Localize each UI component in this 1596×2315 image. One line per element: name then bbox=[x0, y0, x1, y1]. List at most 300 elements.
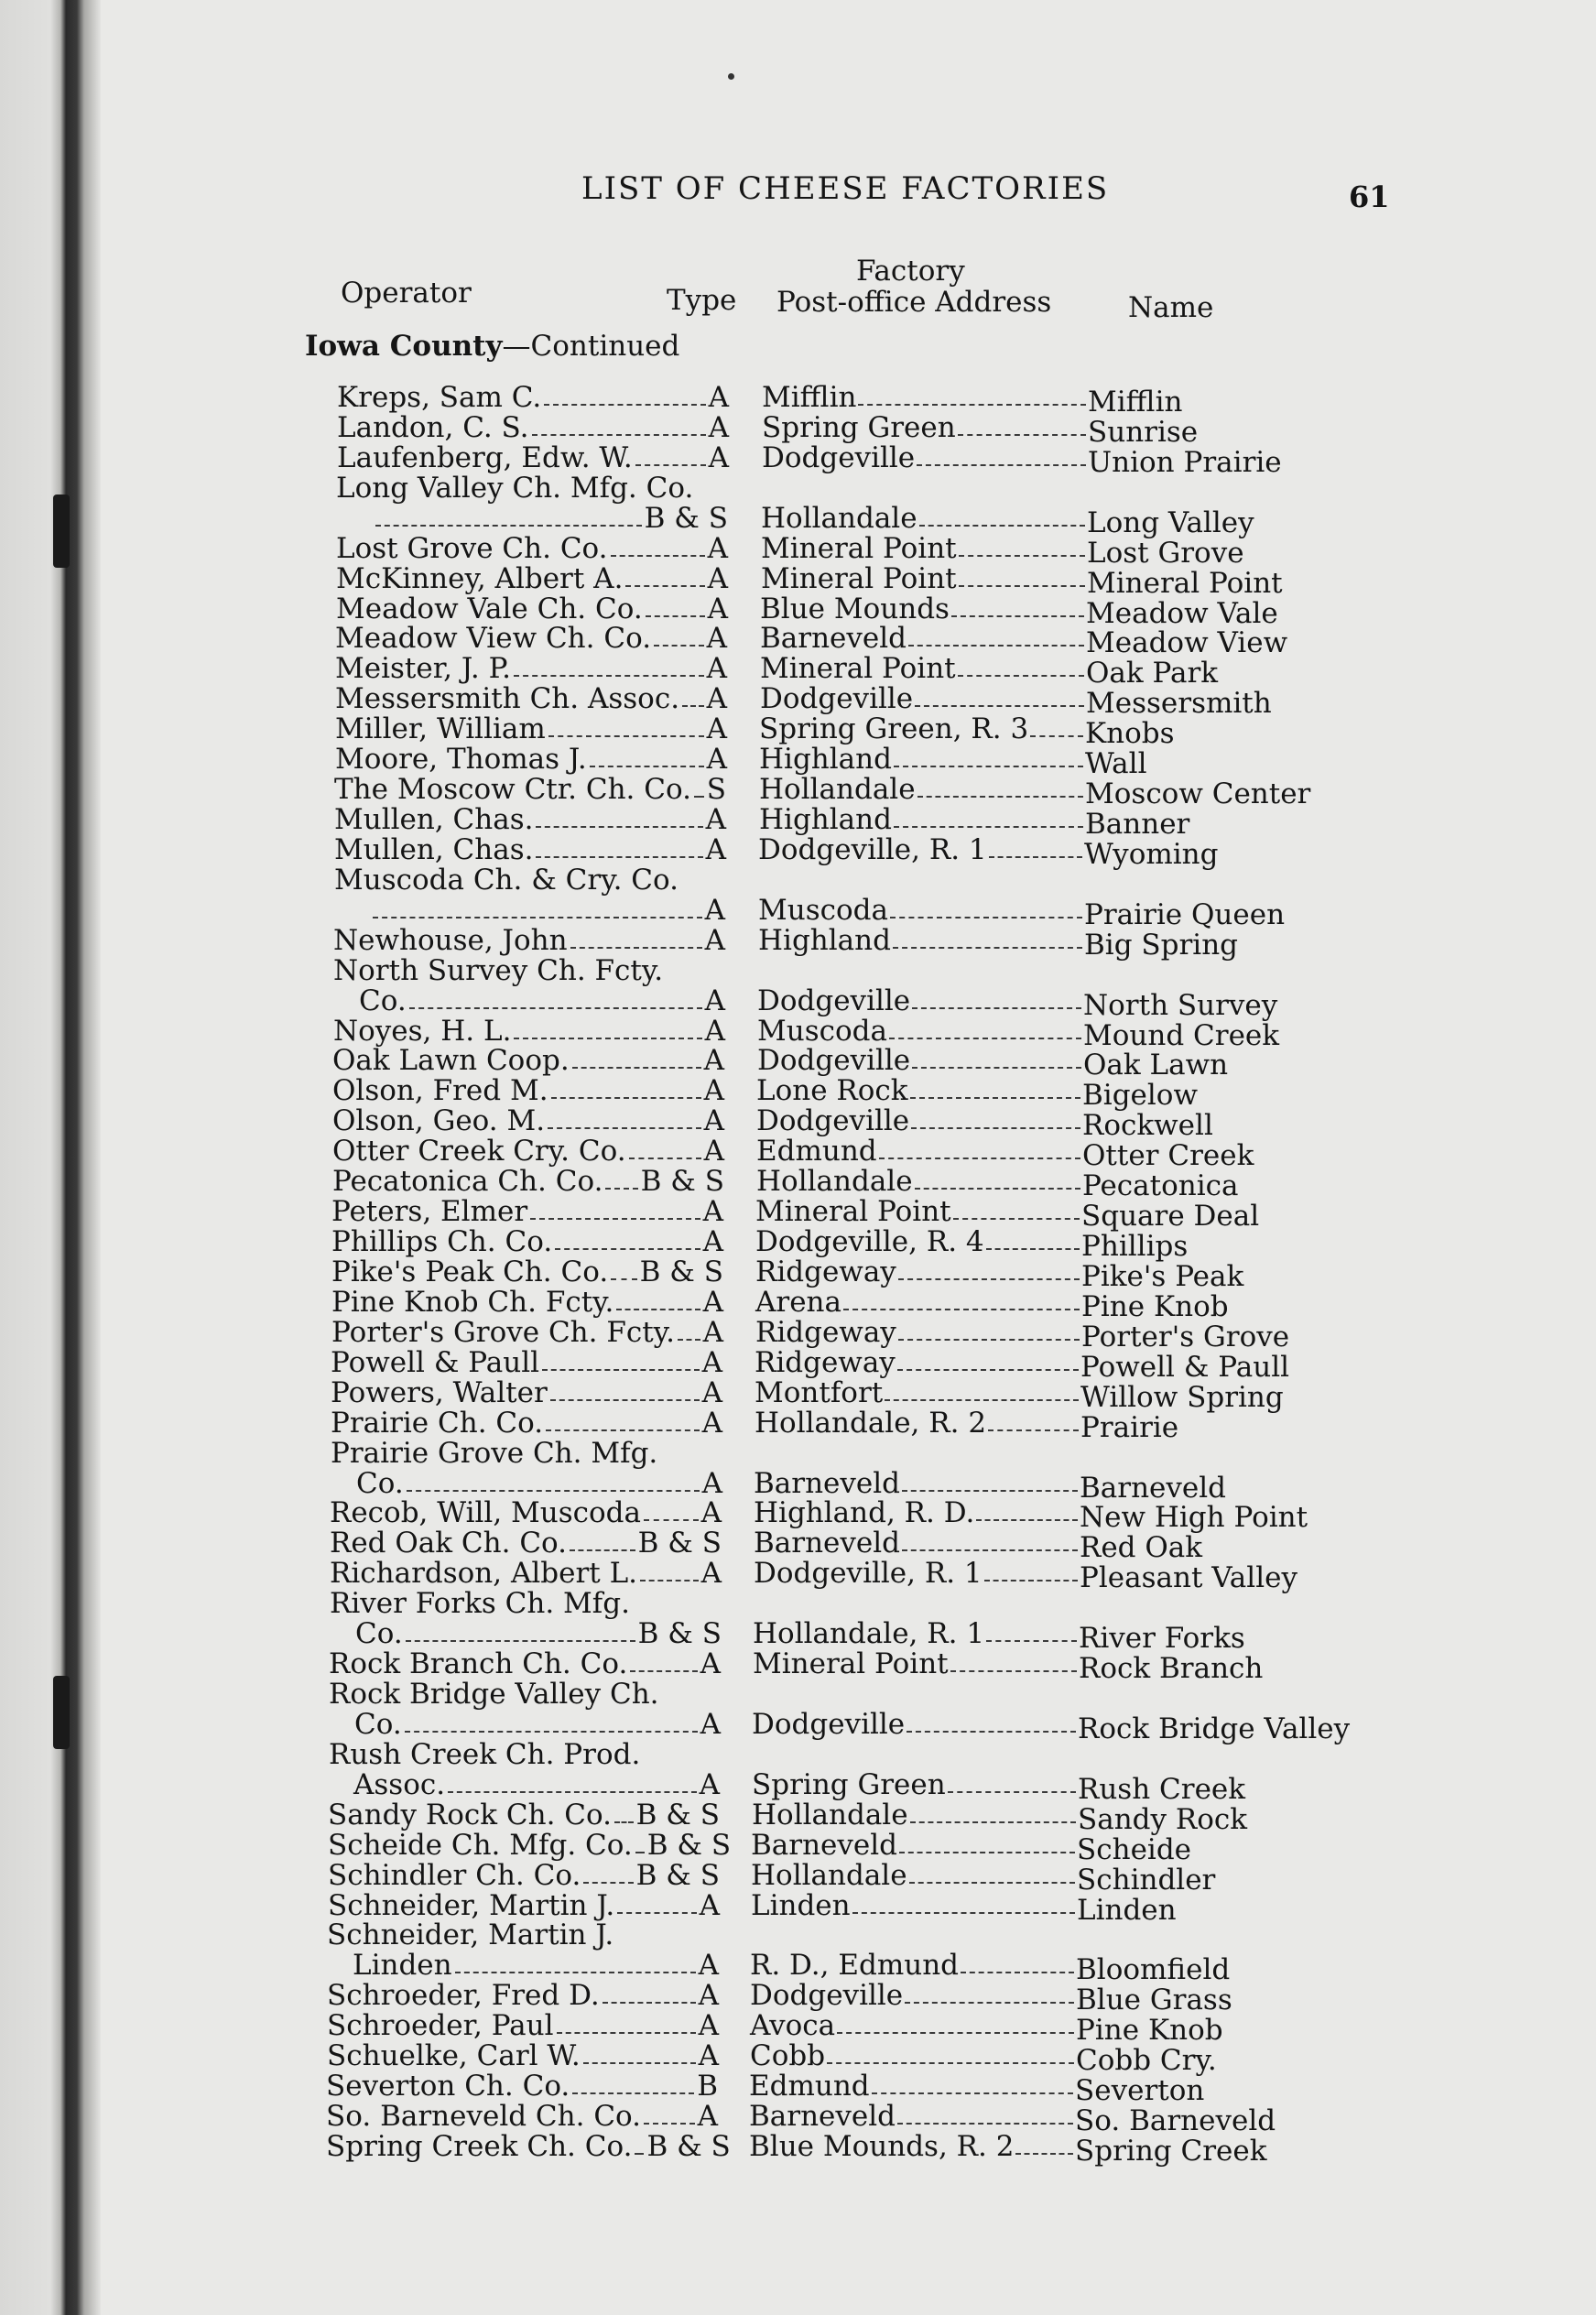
column-header-name: Name bbox=[1128, 291, 1214, 324]
table-row bbox=[0, 381, 1596, 418]
section-county: Iowa County bbox=[305, 330, 503, 363]
factory-name: Banner bbox=[1085, 808, 1190, 841]
factory-name: Knobs bbox=[1085, 717, 1175, 750]
leader-dots bbox=[542, 1348, 700, 1371]
leader-dots bbox=[894, 744, 1083, 767]
factory-name: Bloomfield bbox=[1076, 1953, 1231, 1986]
operator-name: Schroeder, Paul bbox=[327, 2009, 554, 2042]
operator-cell bbox=[331, 1378, 722, 1408]
postoffice-address: Barneveld bbox=[749, 2100, 896, 2133]
leader-dots bbox=[583, 2041, 696, 2064]
operator-cell bbox=[336, 594, 728, 625]
factory-type: A bbox=[703, 1074, 724, 1107]
postoffice-address: Lone Rock bbox=[756, 1074, 908, 1107]
postoffice-cell bbox=[755, 1378, 1080, 1408]
table-row bbox=[0, 1799, 1596, 1836]
table-row bbox=[0, 712, 1596, 750]
factory-type: A bbox=[700, 1557, 722, 1590]
page-header: LIST OF CHEESE FACTORIES bbox=[581, 170, 1110, 207]
factory-name: Union Prairie bbox=[1088, 446, 1282, 479]
operator-cell bbox=[336, 473, 728, 504]
table-row bbox=[0, 1074, 1596, 1112]
postoffice-address: Dodgeville bbox=[757, 1044, 911, 1077]
leader-dots bbox=[630, 1649, 697, 1672]
operator-name: Rock Bridge Valley Ch. bbox=[329, 1678, 659, 1711]
leader-dots bbox=[905, 1981, 1074, 2004]
operator-cell bbox=[331, 1408, 722, 1439]
table-row bbox=[0, 2039, 1596, 2077]
operator-name: Linden bbox=[353, 1949, 452, 1982]
leader-dots bbox=[959, 534, 1085, 557]
factory-name: Big Spring bbox=[1084, 929, 1239, 962]
postoffice-address: Hollandale bbox=[751, 1859, 907, 1892]
factory-name: New High Point bbox=[1080, 1501, 1308, 1534]
table-row bbox=[0, 502, 1596, 539]
operator-name: Red Oak Ch. Co. bbox=[330, 1527, 568, 1560]
postoffice-cell bbox=[755, 1348, 1080, 1378]
table-row bbox=[0, 1740, 1596, 1770]
factory-type: B & S bbox=[635, 1859, 720, 1892]
postoffice-cell bbox=[761, 534, 1087, 564]
postoffice-address: Mineral Point bbox=[761, 562, 957, 595]
leader-dots bbox=[912, 986, 1081, 1009]
operator-name: Schindler Ch. Co. bbox=[328, 1859, 581, 1892]
postoffice-cell bbox=[762, 443, 1088, 473]
postoffice-address: Spring Green, R. 3 bbox=[759, 712, 1029, 745]
postoffice-cell bbox=[760, 684, 1086, 714]
leader-dots bbox=[635, 443, 706, 466]
leader-dots bbox=[894, 805, 1083, 828]
operator-name: Scheide Ch. Mfg. Co. bbox=[328, 1829, 633, 1862]
operator-name: Olson, Fred M. bbox=[332, 1074, 548, 1107]
operator-cell bbox=[327, 1920, 719, 1951]
postoffice-cell bbox=[753, 1619, 1079, 1649]
postoffice-cell bbox=[758, 926, 1084, 956]
leader-dots bbox=[644, 1498, 699, 1521]
postoffice-cell bbox=[759, 805, 1085, 835]
table-row bbox=[0, 473, 1596, 504]
postoffice-cell bbox=[762, 383, 1088, 413]
postoffice-address: Muscoda bbox=[758, 894, 888, 927]
column-header-factory: Factory bbox=[856, 255, 965, 288]
table-row bbox=[0, 803, 1596, 841]
leader-dots bbox=[1015, 2132, 1073, 2155]
factory-type: A bbox=[706, 682, 727, 715]
table-row bbox=[0, 1768, 1596, 1806]
leader-dots bbox=[910, 1800, 1076, 1823]
operator-cell bbox=[337, 413, 729, 443]
leader-dots bbox=[572, 2071, 694, 2094]
leader-dots bbox=[858, 383, 1086, 406]
operator-name: Schuelke, Carl W. bbox=[327, 2039, 581, 2072]
operator-name: Schneider, Martin J. bbox=[328, 1889, 615, 1922]
factory-type: A bbox=[701, 1407, 722, 1440]
factory-name: Sunrise bbox=[1088, 416, 1199, 449]
factory-name: Phillips bbox=[1081, 1230, 1189, 1263]
postoffice-cell bbox=[755, 1408, 1080, 1439]
postoffice-cell bbox=[757, 1016, 1083, 1047]
factory-name: Pine Knob bbox=[1076, 2014, 1223, 2047]
table-row bbox=[0, 894, 1596, 931]
leader-dots bbox=[915, 1167, 1080, 1190]
operator-name: So. Barneveld Ch. Co. bbox=[326, 2100, 642, 2133]
leader-dots bbox=[893, 926, 1082, 949]
leader-dots bbox=[646, 594, 705, 617]
operator-name: Powell & Paull bbox=[331, 1346, 540, 1379]
factory-name: Mifflin bbox=[1088, 386, 1183, 418]
leader-dots bbox=[603, 1981, 696, 2004]
factory-type: A bbox=[697, 2100, 718, 2133]
factory-name: Sandy Rock bbox=[1078, 1803, 1248, 1836]
operator-name: Lost Grove Ch. Co. bbox=[336, 532, 608, 565]
postoffice-address: Highland, R. D. bbox=[754, 1496, 975, 1529]
factory-name: Meadow Vale bbox=[1086, 597, 1278, 630]
factory-name: Pecatonica bbox=[1082, 1169, 1239, 1202]
leader-dots bbox=[872, 2071, 1073, 2094]
postoffice-cell bbox=[749, 2102, 1075, 2132]
table-row bbox=[0, 411, 1596, 449]
operator-name: Prairie Ch. Co. bbox=[331, 1407, 544, 1440]
leader-dots bbox=[548, 714, 704, 737]
table-row bbox=[0, 1225, 1596, 1263]
postoffice-address: Blue Mounds bbox=[760, 592, 950, 625]
table-row bbox=[0, 1557, 1596, 1594]
operator-cell bbox=[332, 1076, 724, 1106]
operator-cell bbox=[329, 1740, 721, 1770]
leader-dots bbox=[373, 896, 702, 918]
factory-name: Bigelow bbox=[1082, 1079, 1198, 1112]
leader-dots bbox=[405, 1710, 698, 1733]
leader-dots bbox=[635, 2132, 644, 2155]
table-row bbox=[0, 532, 1596, 570]
table-row bbox=[0, 1467, 1596, 1505]
factory-name: Blue Grass bbox=[1076, 1984, 1232, 2016]
operator-name: The Moscow Ctr. Ch. Co. bbox=[334, 773, 691, 806]
leader-dots bbox=[557, 2011, 696, 2034]
postoffice-address: Cobb bbox=[750, 2039, 826, 2072]
factory-name: So. Barneveld bbox=[1075, 2104, 1276, 2137]
postoffice-address: Linden bbox=[751, 1889, 851, 1922]
operator-name: Pine Knob Ch. Fcty. bbox=[331, 1286, 614, 1319]
postoffice-cell bbox=[760, 594, 1086, 625]
postoffice-address: Hollandale, R. 2 bbox=[755, 1407, 987, 1440]
factory-type: B & S bbox=[635, 1799, 720, 1831]
operator-cell bbox=[326, 2130, 731, 2163]
leader-dots bbox=[546, 1408, 700, 1431]
leader-dots bbox=[572, 1046, 701, 1069]
operator-cell bbox=[326, 2102, 718, 2132]
leader-dots bbox=[1030, 714, 1083, 737]
factory-type: B bbox=[697, 2070, 718, 2103]
leader-dots bbox=[455, 1951, 696, 1973]
leader-dots bbox=[590, 744, 704, 767]
leader-dots bbox=[961, 1951, 1074, 1973]
table-row bbox=[0, 1044, 1596, 1081]
table-row bbox=[0, 1407, 1596, 1444]
factory-name: Barneveld bbox=[1080, 1472, 1227, 1505]
table-row bbox=[0, 2130, 1596, 2168]
factory-name: Scheide bbox=[1077, 1833, 1192, 1866]
operator-name: Co. bbox=[356, 1467, 404, 1500]
operator-name: Assoc. bbox=[353, 1768, 446, 1801]
postoffice-cell bbox=[755, 1257, 1081, 1288]
table-row bbox=[0, 1346, 1596, 1384]
factory-type: A bbox=[698, 2039, 719, 2072]
leader-dots bbox=[678, 1318, 700, 1341]
leader-dots bbox=[555, 1227, 700, 1250]
leader-dots bbox=[617, 1891, 696, 1914]
factory-type: A bbox=[706, 652, 727, 685]
leader-dots bbox=[682, 684, 704, 707]
leader-dots bbox=[958, 413, 1086, 436]
table-row bbox=[0, 833, 1596, 871]
operator-name: Co. bbox=[355, 1617, 403, 1650]
factory-name: Prairie bbox=[1080, 1411, 1179, 1444]
operator-cell bbox=[355, 1619, 722, 1649]
postoffice-address: Mineral Point bbox=[755, 1195, 951, 1228]
table-row bbox=[0, 1859, 1596, 1897]
column-header-operator: Operator bbox=[341, 277, 472, 310]
factory-type: B & S bbox=[646, 1829, 732, 1862]
factory-type: A bbox=[701, 1346, 722, 1379]
table-row bbox=[0, 1920, 1596, 1951]
operator-cell bbox=[332, 1167, 724, 1197]
operator-cell bbox=[333, 1016, 725, 1047]
postoffice-cell bbox=[754, 1469, 1080, 1499]
operator-cell bbox=[336, 564, 728, 594]
operator-name: Noyes, H. L. bbox=[333, 1015, 512, 1048]
postoffice-address: Dodgeville bbox=[757, 984, 911, 1017]
postoffice-cell bbox=[750, 2041, 1076, 2071]
factory-name: Meadow View bbox=[1086, 626, 1288, 659]
factory-name: Mineral Point bbox=[1087, 567, 1283, 600]
table-row bbox=[0, 1015, 1596, 1052]
operator-cell bbox=[331, 1227, 723, 1257]
factory-type: A bbox=[708, 411, 729, 444]
operator-cell bbox=[337, 383, 729, 413]
operator-cell bbox=[329, 1649, 721, 1679]
factory-name: River Forks bbox=[1079, 1622, 1245, 1655]
postoffice-cell bbox=[761, 504, 1087, 534]
table-row bbox=[0, 1679, 1596, 1710]
leader-dots bbox=[635, 1831, 645, 1853]
factory-type: B & S bbox=[637, 1527, 722, 1560]
operator-cell bbox=[335, 744, 727, 775]
operator-name: Muscoda Ch. & Cry. Co. bbox=[334, 864, 679, 897]
postoffice-address: Barneveld bbox=[754, 1527, 901, 1560]
leader-dots bbox=[909, 1861, 1075, 1884]
leader-dots bbox=[532, 413, 706, 436]
leader-dots bbox=[899, 1831, 1075, 1853]
leader-dots bbox=[544, 383, 705, 406]
factory-name: Prairie Queen bbox=[1084, 898, 1286, 931]
factory-name: Wyoming bbox=[1084, 838, 1219, 871]
leader-dots bbox=[908, 624, 1084, 647]
factory-name: Lost Grove bbox=[1087, 537, 1244, 570]
leader-dots bbox=[989, 835, 1082, 858]
operator-cell bbox=[356, 1469, 722, 1499]
factory-name: Otter Creek bbox=[1082, 1139, 1254, 1172]
operator-name: Kreps, Sam C. bbox=[337, 381, 542, 414]
operator-cell bbox=[334, 865, 726, 896]
table-row bbox=[0, 984, 1596, 1022]
operator-cell bbox=[332, 1106, 724, 1136]
operator-cell bbox=[328, 1829, 732, 1862]
operator-name: Pecatonica Ch. Co. bbox=[332, 1165, 603, 1198]
table-row bbox=[0, 1286, 1596, 1323]
operator-cell bbox=[373, 504, 728, 534]
postoffice-cell bbox=[752, 1800, 1078, 1831]
factory-type: A bbox=[702, 1286, 723, 1319]
leader-dots bbox=[951, 594, 1084, 617]
table-row bbox=[0, 1949, 1596, 1986]
postoffice-cell bbox=[758, 896, 1084, 926]
operator-name: Meister, J. P. bbox=[335, 652, 511, 685]
postoffice-cell bbox=[760, 654, 1086, 684]
factory-name: Rock Bridge Valley bbox=[1078, 1712, 1351, 1745]
leader-dots bbox=[614, 1800, 634, 1823]
leader-dots bbox=[583, 1861, 633, 1884]
postoffice-cell bbox=[751, 1891, 1077, 1921]
table-row bbox=[0, 924, 1596, 962]
table-row bbox=[0, 2100, 1596, 2137]
postoffice-cell bbox=[756, 1076, 1082, 1106]
leader-dots bbox=[616, 1288, 700, 1310]
table-row bbox=[0, 1617, 1596, 1655]
table-row bbox=[0, 2009, 1596, 2047]
factory-name: Rush Creek bbox=[1078, 1773, 1246, 1806]
factory-type: A bbox=[698, 1979, 719, 2012]
leader-dots bbox=[889, 1016, 1081, 1039]
leader-dots bbox=[843, 1288, 1080, 1310]
factory-type: A bbox=[700, 1647, 721, 1680]
leader-dots bbox=[986, 1619, 1077, 1642]
postoffice-address: Mifflin bbox=[762, 381, 857, 414]
factory-name: Powell & Paull bbox=[1080, 1351, 1290, 1384]
leader-dots bbox=[550, 1378, 700, 1401]
table-row bbox=[0, 592, 1596, 630]
operator-cell bbox=[328, 1891, 720, 1921]
operator-cell bbox=[335, 624, 727, 654]
factory-type: B & S bbox=[644, 502, 728, 535]
postoffice-address: Ridgeway bbox=[755, 1346, 896, 1379]
operator-name: Recob, Will, Muscoda bbox=[330, 1496, 642, 1529]
postoffice-address: Dodgeville bbox=[762, 441, 916, 474]
factory-name: Oak Park bbox=[1086, 657, 1219, 690]
factory-type: A bbox=[699, 1768, 720, 1801]
operator-name: Laufenberg, Edw. W. bbox=[337, 441, 633, 474]
leader-dots bbox=[536, 835, 702, 858]
table-row bbox=[0, 1104, 1596, 1142]
operator-cell bbox=[334, 805, 726, 835]
operator-cell bbox=[334, 835, 726, 865]
table-row bbox=[0, 1708, 1596, 1745]
leader-dots bbox=[950, 1649, 1077, 1672]
operator-name: Meadow View Ch. Co. bbox=[335, 622, 652, 655]
table-row bbox=[0, 1316, 1596, 1353]
leader-dots bbox=[837, 2011, 1074, 2034]
postoffice-cell bbox=[755, 1318, 1081, 1348]
factory-type: A bbox=[703, 1104, 724, 1137]
factory-type: A bbox=[708, 381, 729, 414]
leader-dots bbox=[611, 534, 705, 557]
table-row bbox=[0, 1829, 1596, 1866]
operator-name: Porter's Grove Ch. Fcty. bbox=[331, 1316, 675, 1349]
operator-name: McKinney, Albert A. bbox=[336, 562, 624, 595]
operator-name: Pike's Peak Ch. Co. bbox=[331, 1255, 609, 1288]
postoffice-cell bbox=[749, 2132, 1075, 2162]
leader-dots bbox=[570, 926, 702, 949]
factory-type: A bbox=[704, 924, 725, 957]
table-row bbox=[0, 1376, 1596, 1414]
table-row bbox=[0, 773, 1596, 810]
table-row bbox=[0, 1195, 1596, 1233]
factory-type: A bbox=[700, 1496, 722, 1529]
table-row bbox=[0, 743, 1596, 780]
operator-cell bbox=[353, 1951, 719, 1981]
operator-cell bbox=[330, 1498, 722, 1528]
factory-name: Pleasant Valley bbox=[1080, 1561, 1297, 1594]
postoffice-address: Hollandale bbox=[761, 502, 917, 535]
operator-cell bbox=[328, 1800, 720, 1831]
operator-cell bbox=[333, 926, 725, 956]
column-header-type: Type bbox=[667, 284, 737, 317]
operator-name: Landon, C. S. bbox=[337, 411, 529, 444]
postoffice-cell bbox=[762, 413, 1088, 443]
factory-type: A bbox=[704, 894, 725, 927]
leader-dots bbox=[898, 1318, 1080, 1341]
leader-dots bbox=[897, 2102, 1073, 2125]
leader-dots bbox=[448, 1770, 697, 1793]
leader-dots bbox=[953, 1197, 1080, 1220]
operator-cell bbox=[332, 1046, 724, 1076]
operator-name: Powers, Walter bbox=[331, 1376, 548, 1409]
operator-cell bbox=[331, 1348, 722, 1378]
factory-type: A bbox=[707, 562, 728, 595]
postoffice-address: Barneveld bbox=[754, 1467, 901, 1500]
factory-type: A bbox=[707, 592, 728, 625]
table-row bbox=[0, 652, 1596, 690]
postoffice-cell bbox=[761, 564, 1087, 594]
leader-dots bbox=[570, 1528, 635, 1551]
leader-dots bbox=[907, 1710, 1076, 1733]
section-continued: —Continued bbox=[502, 330, 680, 363]
factory-name: Messersmith bbox=[1086, 687, 1272, 720]
operator-cell bbox=[331, 1288, 723, 1318]
leader-dots bbox=[958, 654, 1084, 677]
factory-name: Linden bbox=[1077, 1894, 1177, 1927]
leader-dots bbox=[514, 1016, 701, 1039]
postoffice-cell bbox=[752, 1770, 1078, 1800]
postoffice-cell bbox=[755, 1288, 1081, 1318]
operator-cell bbox=[334, 775, 726, 805]
factory-type: B & S bbox=[639, 1255, 723, 1288]
postoffice-address: Dodgeville, R. 4 bbox=[755, 1225, 984, 1258]
postoffice-address: R. D., Edmund bbox=[750, 1949, 960, 1982]
factory-name: Willow Spring bbox=[1080, 1381, 1284, 1414]
factory-name: Rock Branch bbox=[1079, 1652, 1264, 1685]
operator-cell bbox=[327, 2041, 719, 2071]
factory-type: A bbox=[707, 532, 728, 565]
factory-type: A bbox=[705, 833, 726, 866]
postoffice-cell bbox=[753, 1649, 1079, 1679]
leader-dots bbox=[852, 1891, 1075, 1914]
factory-type: A bbox=[702, 1316, 723, 1349]
leader-dots bbox=[919, 504, 1085, 527]
postoffice-address: Dodgeville, R. 1 bbox=[754, 1557, 983, 1590]
leader-dots bbox=[917, 443, 1086, 466]
postoffice-cell bbox=[751, 1831, 1077, 1861]
